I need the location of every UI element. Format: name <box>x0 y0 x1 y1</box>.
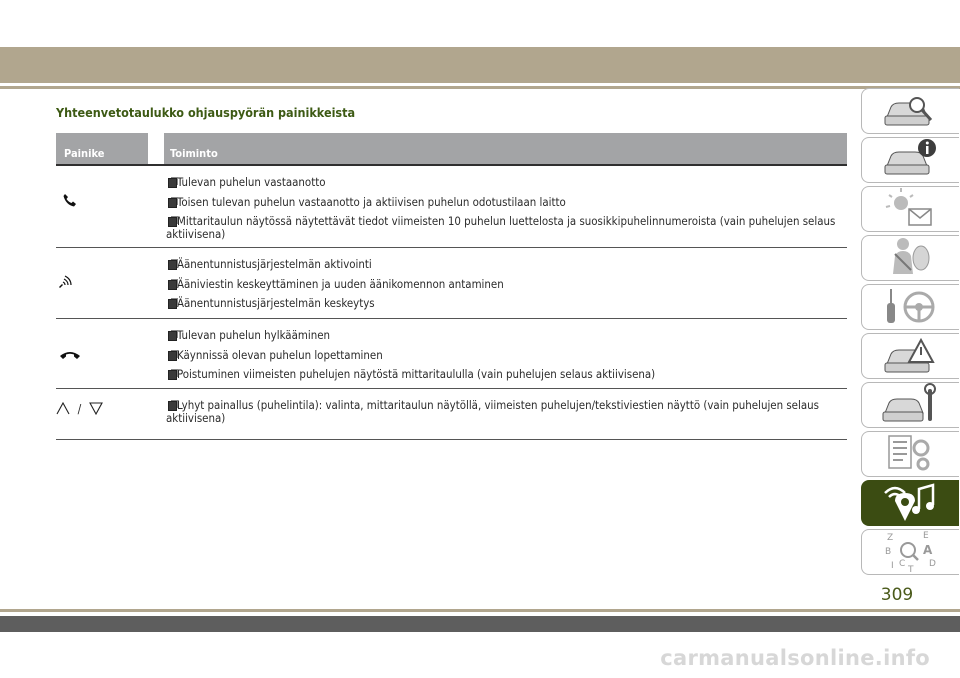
tab-emergency[interactable] <box>861 333 959 379</box>
watermark: carmanualsonline.info <box>660 646 930 670</box>
item-text: Äänentunnistusjärjestelmän aktivointi <box>177 257 372 271</box>
warning-light-message-icon <box>881 185 941 233</box>
table-header <box>56 133 847 166</box>
safety-airbag-icon <box>881 234 941 282</box>
voice-recognition-icon <box>58 274 98 293</box>
list-item <box>166 349 843 362</box>
index-letter: Z <box>886 533 893 543</box>
header-separator <box>148 133 164 164</box>
table-row <box>56 248 847 319</box>
tab-car-search[interactable] <box>861 88 959 134</box>
item-text: Tulevan puhelun hylkääminen <box>177 328 330 342</box>
index-letter: B <box>884 547 891 557</box>
item-text: Mittaritaulun näytössä näytettävät tiedot viimeisten 10 puhelun luettelosta ja suosikkipuhelinnumeroista (vain puhelujen selaus aktiivisena) <box>166 214 836 241</box>
list-item <box>166 297 843 310</box>
index-letter: D <box>928 559 936 569</box>
alphabetical-index-icon <box>881 528 941 576</box>
index-letter: T <box>907 565 913 575</box>
item-text: Ääniviestin keskeyttäminen ja uuden äänikomennon antaminen <box>177 276 504 291</box>
index-letter: I <box>890 561 894 571</box>
steering-controls-table <box>56 133 847 440</box>
car-tools-icon <box>881 381 941 429</box>
bullet <box>168 280 177 290</box>
list-item <box>166 215 843 240</box>
list-item <box>166 258 843 271</box>
bullet <box>168 370 177 380</box>
tab-safety[interactable] <box>861 235 959 281</box>
list-item <box>166 399 843 424</box>
index-letter: C <box>898 559 905 569</box>
page-number: 309 <box>880 585 914 605</box>
top-rule <box>0 86 960 89</box>
item-text: Äänentunnistusjärjestelmän keskeytys <box>177 296 375 310</box>
header-key: Painike <box>64 147 105 160</box>
item-text: Käynnissä olevan puhelun lopettaminen <box>177 347 383 362</box>
car-hazard-icon <box>881 332 941 380</box>
down-arrow-icon <box>89 402 103 415</box>
top-band <box>0 47 960 83</box>
list-item <box>166 329 843 342</box>
tab-multimedia-active[interactable] <box>861 480 959 526</box>
bottom-band <box>0 616 960 632</box>
index-letter: A <box>922 543 932 557</box>
up-down-arrows-icon <box>56 398 116 417</box>
bottom-rule <box>0 609 960 612</box>
item-text: Tulevan puhelun vastaanotto <box>177 175 326 189</box>
bullet <box>168 260 177 270</box>
phone-answer-icon <box>62 192 102 211</box>
header-function: Toiminto <box>170 147 218 160</box>
table-row <box>56 319 847 389</box>
page-title: Yhteenvetotaulukko ohjauspyörän painikkeista <box>56 105 356 120</box>
item-text: Lyhyt painallus (puhelintila): valinta, mittaritaulun näytöllä, viimeisten puhelujen/tekstiviestien näyttö (vain puhelujen selaus aktiivisena) <box>166 398 819 425</box>
function-cell <box>166 319 847 394</box>
table-row <box>56 389 847 440</box>
tab-warning-lights[interactable] <box>861 186 959 232</box>
item-text: Poistuminen viimeisten puhelujen näytöstä mittaritaululla (vain puhelujen selaus aktiivisena) <box>177 367 656 381</box>
table-row <box>56 166 847 248</box>
bullet <box>168 178 177 188</box>
bullet <box>168 217 177 227</box>
list-item <box>166 368 843 381</box>
phone-hangup-icon <box>59 345 99 364</box>
item-text: Toisen tulevan puhelun vastaanotto ja aktiivisen puhelun odotustilaan laitto <box>177 194 566 209</box>
list-item <box>166 278 843 291</box>
multimedia-icon <box>881 479 941 527</box>
list-item <box>166 176 843 189</box>
bullet <box>168 351 177 361</box>
tab-servicing[interactable] <box>861 382 959 428</box>
bullet <box>168 331 177 341</box>
specs-gear-icon <box>881 430 941 478</box>
list-item <box>166 196 843 209</box>
car-search-icon <box>881 87 941 135</box>
tab-starting[interactable] <box>861 284 959 330</box>
tab-technical-specs[interactable] <box>861 431 959 477</box>
index-letter: E <box>922 531 929 541</box>
arrow-separator: / <box>77 401 82 416</box>
tab-car-info[interactable] <box>861 137 959 183</box>
up-arrow-icon <box>56 402 70 415</box>
bullet <box>168 299 177 309</box>
car-info-icon <box>881 136 941 184</box>
bullet <box>168 401 177 411</box>
bullet <box>168 198 177 208</box>
function-cell <box>166 166 847 253</box>
function-cell <box>166 248 847 323</box>
tab-index[interactable] <box>861 529 959 575</box>
key-steering-wheel-icon <box>881 283 941 331</box>
function-cell <box>166 389 847 437</box>
